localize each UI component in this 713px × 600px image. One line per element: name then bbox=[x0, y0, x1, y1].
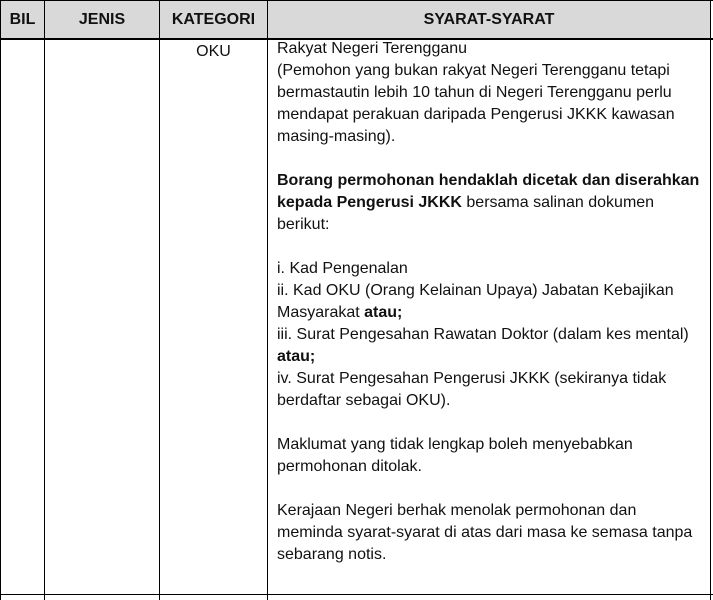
list-item bbox=[277, 280, 702, 324]
list-item-text: ii. Kad OKU (Orang Kelainan Upaya) Jabatan Kebajikan Masyarakat bbox=[277, 282, 674, 321]
submission-instruction bbox=[277, 170, 702, 236]
list-item-conjunction: atau; bbox=[364, 304, 403, 321]
list-item: iv. Surat Pengesahan Pengerusi JKKK (sekiranya tidak berdaftar sebagai OKU). bbox=[277, 370, 667, 409]
incomplete-info-warning: Maklumat yang tidak lengkap boleh menyebabkan permohonan ditolak. bbox=[277, 436, 633, 475]
column-divider bbox=[0, 0, 1, 600]
syarat-cell bbox=[277, 38, 702, 566]
header-syarat: SYARAT-SYARAT bbox=[423, 11, 555, 28]
list-item-conjunction: atau; bbox=[277, 348, 316, 365]
header-jenis: JENIS bbox=[78, 11, 126, 28]
list-item-text: iii. Surat Pengesahan Rawatan Doktor (dalam kes mental) bbox=[277, 326, 689, 343]
state-rights-notice: Kerajaan Negeri berhak menolak permohonan dan meminda syarat-syarat di atas dari masa ke semasa tanpa sebarang notis. bbox=[277, 502, 693, 563]
column-divider bbox=[267, 0, 268, 600]
column-divider bbox=[710, 0, 711, 600]
kategori-cell: OKU bbox=[196, 43, 231, 60]
eligibility-text: Rakyat Negeri Terengganu bbox=[277, 40, 468, 57]
header-kategori: KATEGORI bbox=[171, 11, 256, 28]
document-list bbox=[277, 258, 702, 412]
submission-instruction-bold: Borang permohonan hendaklah dicetak dan diserahkan kepada Pengerusi JKKK bbox=[277, 172, 700, 211]
row-bottom-border bbox=[0, 594, 713, 595]
submission-instruction-rest: bersama salinan dokumen berikut: bbox=[277, 194, 655, 233]
column-divider bbox=[44, 0, 45, 600]
eligibility-note: (Pemohon yang bukan rakyat Negeri Terengganu tetapi bermastautin lebih 10 tahun di Negeri Terengganu perlu mendapat perakuan daripada Pengerusi JKKK kawasan masing-masing). bbox=[277, 62, 675, 145]
column-divider bbox=[159, 0, 160, 600]
list-item bbox=[277, 324, 702, 368]
list-item: i. Kad Pengenalan bbox=[277, 260, 408, 277]
header-bil: BIL bbox=[9, 11, 36, 28]
